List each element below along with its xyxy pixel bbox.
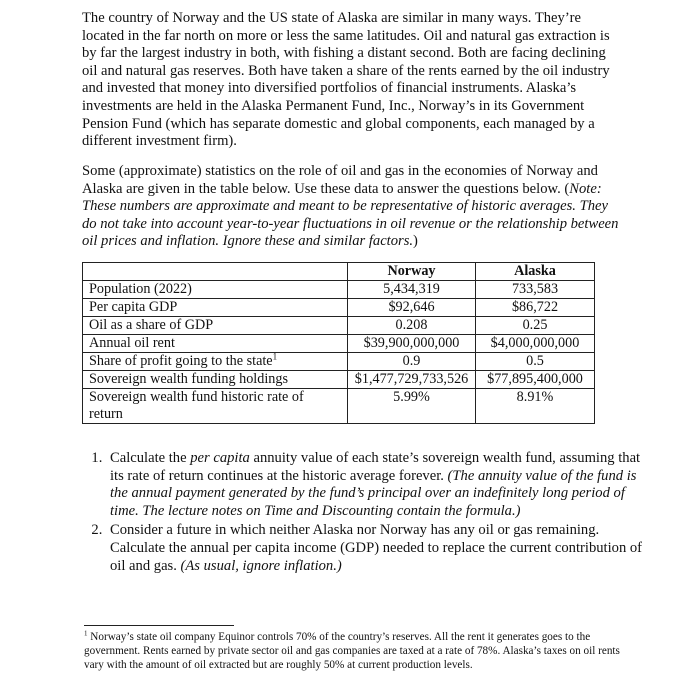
alaska-value: 0.5 (476, 353, 595, 371)
row-label: Oil as a share of GDP (83, 317, 348, 335)
questions-list (82, 450, 646, 577)
norway-value: 5,434,319 (348, 281, 476, 299)
alaska-value: 733,583 (476, 281, 595, 299)
norway-value: 0.208 (348, 317, 476, 335)
table-row (83, 281, 595, 299)
statistics-table (82, 262, 595, 424)
norway-value: $92,646 (348, 299, 476, 317)
table-header-alaska: Alaska (476, 263, 595, 281)
table-header-blank (83, 263, 348, 281)
footnote-divider (84, 625, 234, 626)
question-text: Consider a future in which neither Alaska nor Norway has any oil or gas remaining. Calculate the annual per capita income (GDP) needed to replace the current contribution of oil and gas. (110, 522, 643, 574)
table-row (83, 353, 595, 371)
alaska-value: 0.25 (476, 317, 595, 335)
footnote-mark: 1 (84, 629, 88, 638)
note-text: These numbers are approximate and meant to be representative of historic averages. They do not take into account year-to-year fluctuations in oil revenue or the relationship between oil prices and inflation. Ignore these and similar factors. (82, 198, 619, 250)
intro-paragraph: The country of Norway and the US state of Alaska are similar in many ways. They’re located in the far north on more or less the same latitudes. Oil and natural gas extraction is by far the largest industry in both, with fishing a distant second. Both are facing declining oil and natural gas reserves. Both have taken a share of the rents earned by the oil industry and invested that money into diversified portfolios of financial instruments. Alaska’s investments are held in the Alaska Permanent Fund, Inc., Norway’s in its Government Pension Fund (which has separate domestic and global components, each managed by a different investment firm). (82, 10, 610, 150)
table-header-row (83, 263, 595, 281)
footnote (84, 631, 624, 672)
question-text-continued: annuity value of each state’s sovereign wealth fund, assuming that its rate of return continues at the historic average forever. (110, 450, 641, 484)
row-label: Sovereign wealth funding holdings (83, 371, 348, 389)
row-label: Share of profit going to the state (89, 353, 273, 369)
alaska-value: $77,895,400,000 (476, 371, 595, 389)
stats-paragraph-text: Some (approximate) statistics on the role of oil and gas in the economies of Norway and Alaska are given in the table below. Use these data to answer the questions below. ( (82, 163, 598, 197)
row-label: Population (2022) (83, 281, 348, 299)
table-row (83, 389, 595, 424)
norway-value: 5.99% (348, 389, 476, 424)
question-2 (106, 522, 646, 575)
table-row (83, 299, 595, 317)
alaska-value: $4,000,000,000 (476, 335, 595, 353)
question-italic-note: (As usual, ignore inflation.) (180, 557, 342, 574)
question-italic-note: (The annuity value of the fund is the annual payment generated by the fund’s principal over an indefinitely long period of time. The lecture notes on Time and Discounting contain the formula.) (110, 467, 637, 519)
norway-value: $39,900,000,000 (348, 335, 476, 353)
row-label: Annual oil rent (83, 335, 348, 353)
footnote-reference: 1 (272, 351, 278, 362)
row-label: Sovereign wealth fund historic rate of return (83, 389, 348, 424)
table-row (83, 371, 595, 389)
table-header-norway: Norway (348, 263, 476, 281)
stats-paragraph (82, 163, 622, 251)
row-label-with-footnote (83, 353, 348, 371)
alaska-value: 8.91% (476, 389, 595, 424)
norway-value: 0.9 (348, 353, 476, 371)
note-label: Note: (569, 180, 602, 197)
question-1 (106, 450, 646, 520)
question-emphasis: per capita (190, 450, 250, 466)
norway-value: $1,477,729,733,526 (348, 371, 476, 389)
table-row (83, 335, 595, 353)
footnote-text: Norway’s state oil company Equinor controls 70% of the country’s reserves. All the rent it generates goes to the government. Rents earned by private sector oil and gas companies are taxed at a rate of 78%. Alaska’s taxes on oil rents vary with the amount of oil extracted but are roughly 50% at current production levels. (84, 631, 620, 671)
question-text: Calculate the (110, 450, 191, 466)
alaska-value: $86,722 (476, 299, 595, 317)
table-row (83, 317, 595, 335)
row-label: Per capita GDP (83, 299, 348, 317)
note-closing: ) (413, 233, 418, 250)
